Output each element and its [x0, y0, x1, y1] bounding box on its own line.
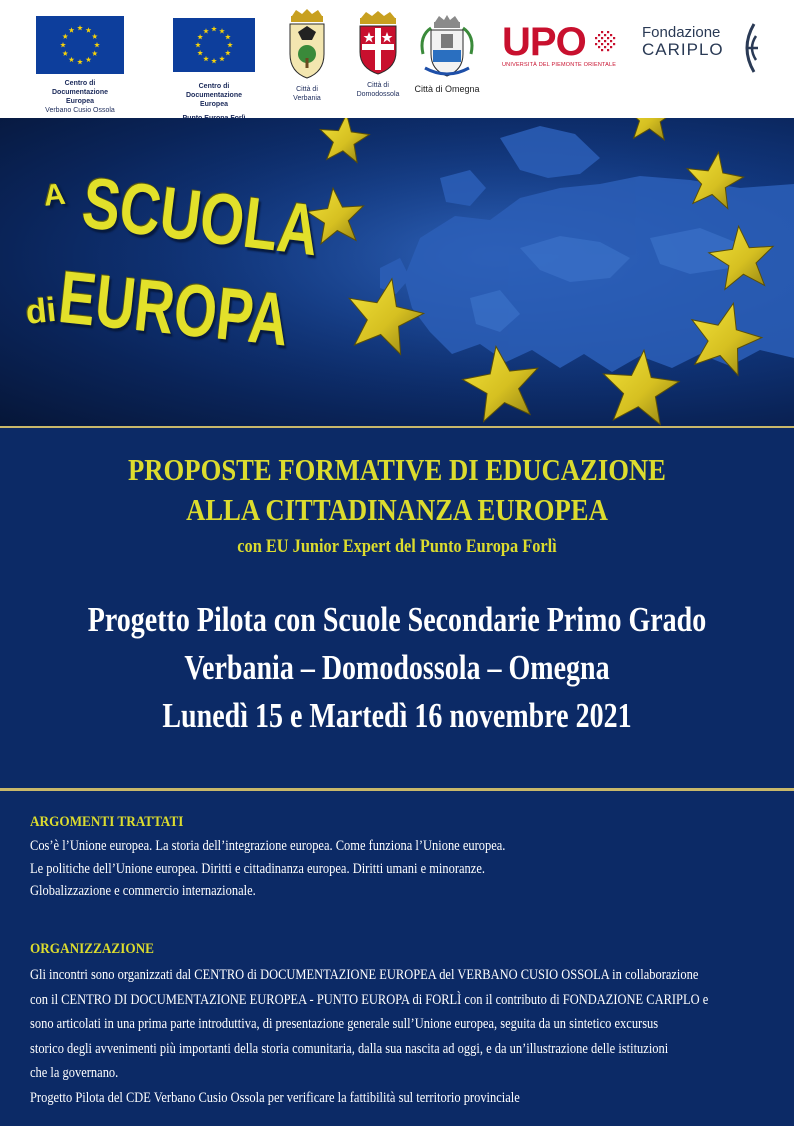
- headline-line-1: PROPOSTE FORMATIVE DI EDUCAZIONE: [128, 452, 666, 487]
- organization-line: Gli incontri sono organizzati dal CENTRO di DOCUMENTAZIONE EUROPEA del VERBANO CUSIO OSSOLA in collaborazione: [30, 967, 699, 983]
- cde-vco-caption-3: Verbano Cusio Ossola: [45, 107, 115, 114]
- cariplo-caption-1: Fondazione: [642, 24, 721, 41]
- cariplo-caption-2: CARIPLO: [642, 40, 724, 59]
- verbania-caption-1: Città di: [296, 86, 318, 93]
- upo-dot: [601, 49, 603, 51]
- domodossola-caption-2: Domodossola: [356, 91, 400, 98]
- banner-title-scuola: SCUOLA: [78, 162, 324, 272]
- omegna-logo: [414, 14, 480, 94]
- details-section: [0, 791, 794, 1126]
- omegna-caption: Città di Omegna: [414, 84, 480, 94]
- topics-line: Globalizzazione e commercio internazionale.: [30, 883, 256, 899]
- event-section: [0, 428, 794, 788]
- cde-vco-caption-2: Europea: [65, 98, 94, 105]
- upo-dot: [613, 37, 615, 39]
- banner-title-europa: EUROPA: [55, 254, 293, 362]
- organization-line: con il CENTRO DI DOCUMENTAZIONE EUROPEA - PUNTO EUROPA di FORLÌ con il contributo di FONDAZIONE CARIPLO e: [30, 991, 709, 1008]
- topics-line: Cos’è l’Unione europea. La storia dell’integrazione europea. Come funziona l’Unione europea.: [30, 838, 506, 854]
- banner-image: [0, 118, 794, 426]
- banner-title-a: A: [42, 177, 68, 213]
- eu-flag-icon: [173, 18, 255, 72]
- event-places: Verbania – Domodossola – Omegna: [184, 648, 610, 687]
- omegna-crest-icon: [417, 14, 477, 80]
- upo-dot: [601, 43, 603, 45]
- cde-vco-caption-1: Centro di Documentazione: [51, 80, 108, 96]
- domodossola-caption-1: Città di: [367, 82, 389, 89]
- organization-line: che la governano.: [30, 1065, 119, 1081]
- cariplo-logo: [642, 24, 762, 58]
- banner-title-di: di: [24, 290, 59, 332]
- verbania-logo: [284, 8, 330, 103]
- upo-dot: [607, 43, 609, 45]
- upo-dot: [604, 46, 606, 48]
- domodossola-logo: [352, 10, 404, 99]
- cde-forli-logo: [172, 18, 256, 123]
- upo-wordmark: UPO: [502, 20, 586, 64]
- upo-dot: [607, 31, 609, 33]
- organization-line: sono articolati in una prima parte introduttiva, di presentazione generale sull’Unione europea, seguita da un sintetico excursus: [30, 1016, 659, 1032]
- eu-flag-icon: [36, 16, 124, 74]
- upo-dot: [598, 40, 600, 42]
- headline-subtitle: con EU Junior Expert del Punto Europa Forlì: [237, 536, 557, 557]
- upo-dot: [595, 37, 597, 39]
- organization-body: [30, 963, 708, 1110]
- headline-line-2: ALLA CITTADINANZA EUROPEA: [186, 492, 608, 527]
- cde-forli-caption-1: Centro di: [198, 83, 230, 90]
- logo-strip: [0, 0, 794, 118]
- upo-caption: UNIVERSITÀ DEL PIEMONTE ORIENTALE: [502, 62, 617, 68]
- upo-dot: [601, 37, 603, 39]
- upo-logo: [502, 22, 618, 68]
- topics-title: ARGOMENTI TRATTATI: [30, 814, 184, 830]
- organization-line: Progetto Pilota del CDE Verbano Cusio Ossola per verificare la fattibilità sul territorio provinciale: [30, 1089, 520, 1106]
- upo-dot: [610, 34, 612, 36]
- upo-dot: [610, 40, 612, 42]
- event-project: Progetto Pilota con Scuole Secondarie Primo Grado: [87, 600, 707, 639]
- upo-dot: [598, 46, 600, 48]
- upo-dot: [601, 31, 603, 33]
- event-dates: Lunedì 15 e Martedì 16 novembre 2021: [162, 696, 632, 735]
- cariplo-mark-icon: [738, 22, 760, 74]
- verbania-caption-2: Verbania: [293, 95, 321, 102]
- upo-dot: [604, 40, 606, 42]
- upo-dot: [610, 46, 612, 48]
- cde-vco-logo: [36, 16, 124, 115]
- topics-line: Le politiche dell’Unione europea. Diritti e cittadinanza europea. Diritti umani e minoranze.: [30, 860, 485, 877]
- topics-body: [30, 835, 505, 903]
- verbania-crest-icon: [286, 8, 328, 80]
- upo-dots-icon: [590, 26, 620, 56]
- domodossola-crest-icon: [355, 10, 401, 76]
- organization-title: ORGANIZZAZIONE: [30, 941, 154, 957]
- upo-dot: [607, 49, 609, 51]
- upo-dot: [607, 37, 609, 39]
- organization-line: storico degli avvenimenti più importanti della storia comunitaria, dalla sua nascita ad oggi, e da un’illustrazione delle istituzioni: [30, 1040, 669, 1057]
- cde-forli-caption-2: Documentazione Europea: [185, 92, 242, 108]
- upo-dot: [613, 43, 615, 45]
- upo-dot: [604, 34, 606, 36]
- upo-dot: [595, 43, 597, 45]
- upo-dot: [598, 34, 600, 36]
